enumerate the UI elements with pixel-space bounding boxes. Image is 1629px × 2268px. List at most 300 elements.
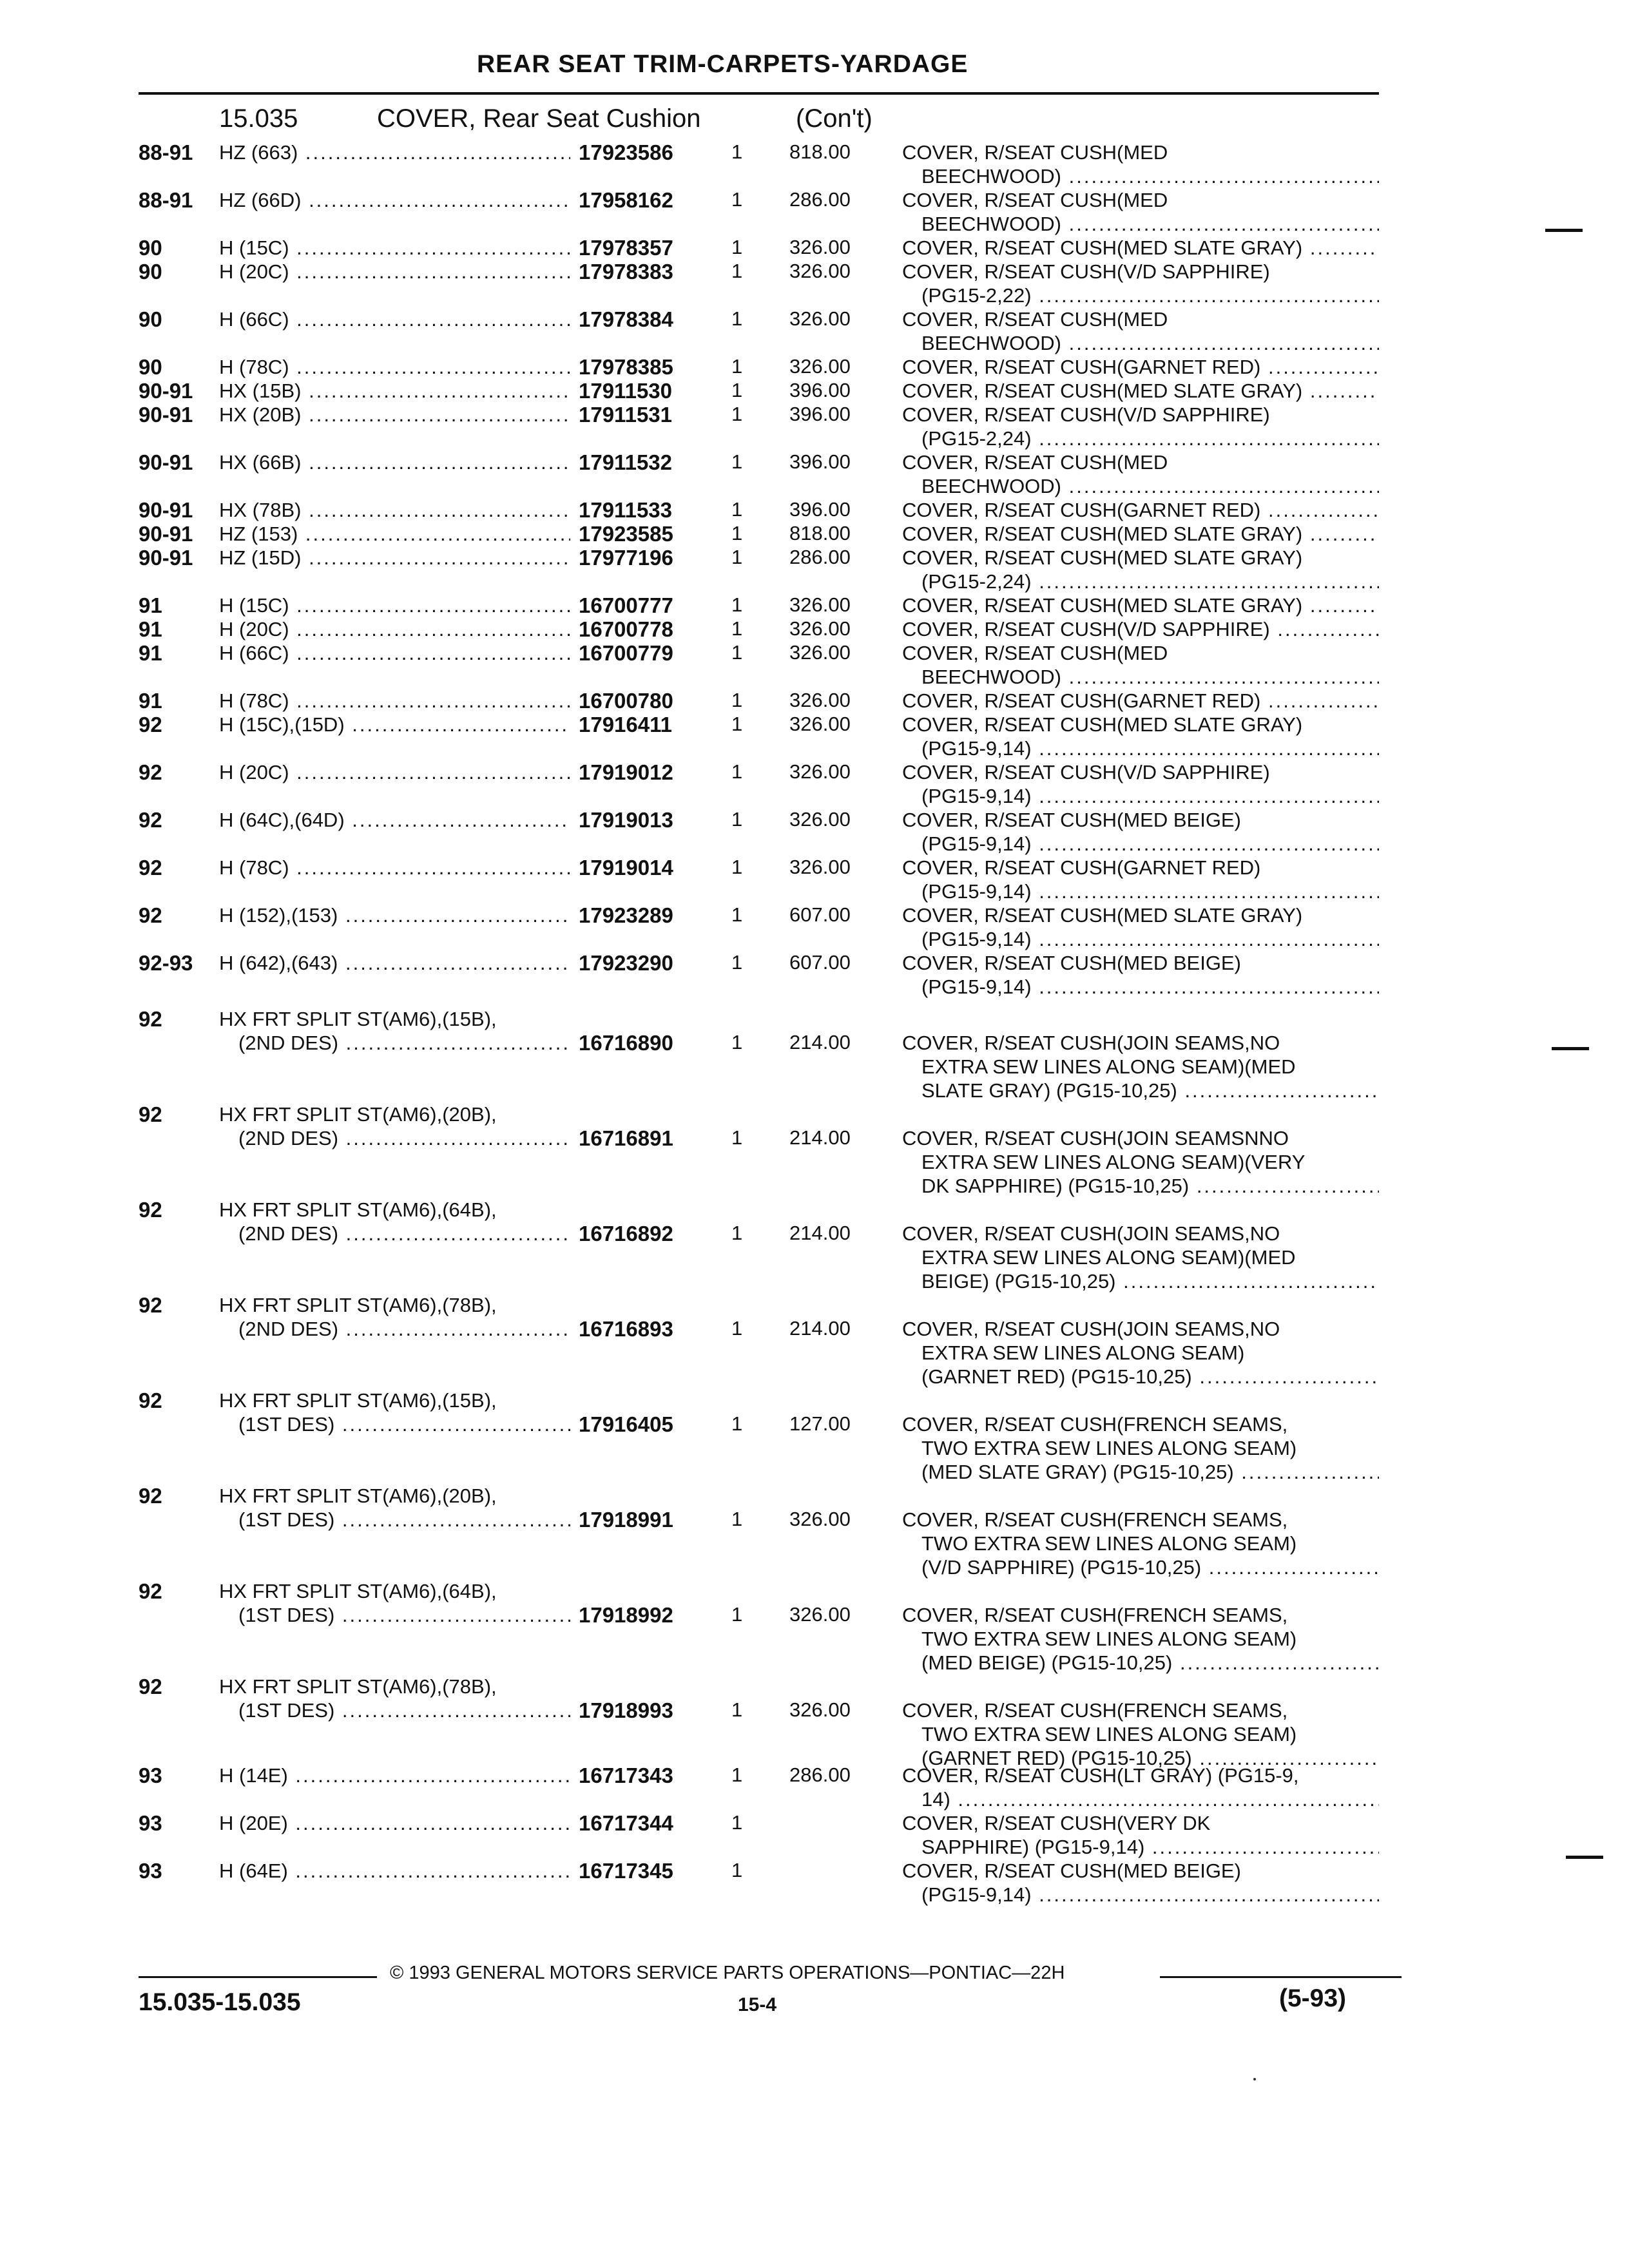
part-number: 17978385 xyxy=(579,355,673,379)
quantity: 1 xyxy=(731,808,743,831)
model-code xyxy=(219,1675,570,1722)
section-number: 15.035 xyxy=(219,104,298,133)
part-number: 17918991 xyxy=(579,1508,673,1532)
description-line: COVER, R/SEAT CUSH(MED SLATE GRAY) xyxy=(902,546,1303,569)
price: 326.00 xyxy=(789,1603,851,1626)
quantity: 1 xyxy=(731,450,743,473)
description-line: COVER, R/SEAT CUSH(MED xyxy=(902,189,1168,211)
quantity: 1 xyxy=(731,1222,743,1244)
scan-speck xyxy=(1253,2078,1256,2081)
description-line: COVER, R/SEAT CUSH(MED xyxy=(902,141,1168,164)
model-code xyxy=(219,140,570,164)
part-number: 16717345 xyxy=(579,1859,673,1883)
part-description xyxy=(902,951,1379,999)
description-line: COVER, R/SEAT CUSH(V/D SAPPHIRE) xyxy=(902,618,1270,640)
description-line: COVER, R/SEAT CUSH(JOIN SEAMSNNO xyxy=(902,1127,1289,1149)
model-code xyxy=(219,260,570,284)
part-number: 17923585 xyxy=(579,522,673,546)
description-line: BEECHWOOD) xyxy=(921,165,1061,187)
part-description xyxy=(902,450,1379,498)
model-year: 92 xyxy=(139,1102,162,1126)
model-line: HZ (66D) xyxy=(219,189,302,211)
quantity: 1 xyxy=(731,236,743,258)
quantity: 1 xyxy=(731,355,743,378)
price: 326.00 xyxy=(789,593,851,616)
model-code xyxy=(219,307,570,331)
model-code xyxy=(219,1811,570,1835)
price: 607.00 xyxy=(789,951,851,974)
description-line: COVER, R/SEAT CUSH(MED SLATE GRAY) xyxy=(902,904,1303,927)
quantity: 1 xyxy=(731,951,743,974)
model-year: 91 xyxy=(139,617,162,641)
part-number: 16717344 xyxy=(579,1811,673,1835)
part-number: 16716892 xyxy=(579,1222,673,1245)
quantity: 1 xyxy=(731,1508,743,1530)
quantity: 1 xyxy=(731,1603,743,1626)
model-line: H (20E) xyxy=(219,1812,288,1834)
description-line: COVER, R/SEAT CUSH(FRENCH SEAMS, xyxy=(902,1699,1288,1722)
description-line: TWO EXTRA SEW LINES ALONG SEAM) xyxy=(921,1628,1297,1650)
description-line: SAPPHIRE) (PG15-9,14) xyxy=(921,1836,1145,1858)
footer-date: (5-93) xyxy=(1279,1984,1347,2012)
quantity: 1 xyxy=(731,140,743,163)
model-year: 90-91 xyxy=(139,546,193,570)
price: 607.00 xyxy=(789,903,851,926)
price: 396.00 xyxy=(789,450,851,473)
description-line: COVER, R/SEAT CUSH(V/D SAPPHIRE) xyxy=(902,403,1270,426)
description-line: COVER, R/SEAT CUSH(GARNET RED) xyxy=(902,689,1261,712)
price: 326.00 xyxy=(789,260,851,282)
model-year: 93 xyxy=(139,1859,162,1883)
price: 214.00 xyxy=(789,1031,851,1053)
model-year: 92 xyxy=(139,1007,162,1031)
model-line: HX FRT SPLIT ST(AM6),(20B), xyxy=(219,1485,497,1507)
description-line: COVER, R/SEAT CUSH(MED BEIGE) xyxy=(902,1860,1241,1882)
model-line: H (15C),(15D) xyxy=(219,713,345,736)
model-line: HZ (15D) xyxy=(219,546,302,569)
model-year: 91 xyxy=(139,641,162,665)
part-number: 17911531 xyxy=(579,403,673,427)
description-line: (PG15-9,14) xyxy=(921,737,1032,760)
description-line: EXTRA SEW LINES ALONG SEAM) xyxy=(921,1341,1245,1364)
description-line: COVER, R/SEAT CUSH(MED SLATE GRAY) xyxy=(902,713,1303,736)
model-code xyxy=(219,403,570,427)
description-line: EXTRA SEW LINES ALONG SEAM)(MED xyxy=(921,1055,1296,1078)
footer-page-number: 15-4 xyxy=(738,1994,777,2015)
model-year: 93 xyxy=(139,1811,162,1835)
description-line: BEECHWOOD) xyxy=(921,475,1061,497)
model-code xyxy=(219,355,570,379)
price: 214.00 xyxy=(789,1317,851,1340)
part-number: 17918993 xyxy=(579,1698,673,1722)
part-number: 17977196 xyxy=(579,546,673,570)
part-description xyxy=(902,546,1379,593)
model-year: 90-91 xyxy=(139,522,193,546)
description-line: COVER, R/SEAT CUSH(MED BEIGE) xyxy=(902,952,1241,974)
part-number: 17918992 xyxy=(579,1603,673,1627)
part-description xyxy=(902,1603,1379,1675)
description-line: COVER, R/SEAT CUSH(GARNET RED) xyxy=(902,356,1261,378)
part-number: 17923586 xyxy=(579,140,673,164)
model-line: HX FRT SPLIT ST(AM6),(64B), xyxy=(219,1198,497,1221)
part-description xyxy=(902,713,1379,760)
price: 127.00 xyxy=(789,1412,851,1435)
model-line: HX (20B) xyxy=(219,403,302,426)
model-line: H (66C) xyxy=(219,642,289,664)
model-line: H (642),(643) xyxy=(219,952,338,974)
description-line: (PG15-9,14) xyxy=(921,785,1032,807)
part-description xyxy=(902,260,1379,307)
model-line: HX FRT SPLIT ST(AM6),(78B), xyxy=(219,1294,497,1316)
model-line: (1ST DES) xyxy=(238,1699,335,1722)
part-number: 16716893 xyxy=(579,1317,673,1341)
description-line: COVER, R/SEAT CUSH(FRENCH SEAMS, xyxy=(902,1508,1288,1531)
price: 326.00 xyxy=(789,760,851,783)
price: 326.00 xyxy=(789,355,851,378)
quantity: 1 xyxy=(731,641,743,664)
model-code xyxy=(219,808,570,832)
footer-section-range: 15.035-15.035 xyxy=(139,1988,301,2016)
description-line: (V/D SAPPHIRE) (PG15-10,25) xyxy=(921,1556,1202,1579)
model-year: 90 xyxy=(139,307,162,331)
part-description xyxy=(902,856,1379,903)
quantity: 1 xyxy=(731,856,743,878)
model-code xyxy=(219,379,570,403)
model-line: H (64C),(64D) xyxy=(219,809,345,831)
model-code xyxy=(219,593,570,617)
model-line: HX (15B) xyxy=(219,380,302,402)
model-code xyxy=(219,450,570,474)
description-line: COVER, R/SEAT CUSH(MED BEIGE) xyxy=(902,809,1241,831)
price: 396.00 xyxy=(789,498,851,521)
margin-mark xyxy=(1545,229,1583,232)
model-year: 92 xyxy=(139,1389,162,1412)
model-year: 92 xyxy=(139,856,162,879)
model-line: H (14E) xyxy=(219,1764,288,1787)
part-number: 17923290 xyxy=(579,951,673,975)
price: 286.00 xyxy=(789,1763,851,1786)
model-line: HX (78B) xyxy=(219,499,302,521)
model-year: 92-93 xyxy=(139,951,193,975)
part-number: 17978384 xyxy=(579,307,673,331)
description-line: COVER, R/SEAT CUSH(MED SLATE GRAY) xyxy=(902,236,1303,259)
quantity: 1 xyxy=(731,1763,743,1786)
quantity: 1 xyxy=(731,1126,743,1149)
model-year: 92 xyxy=(139,713,162,736)
model-line: HZ (663) xyxy=(219,141,298,164)
part-description xyxy=(902,1412,1379,1484)
part-description xyxy=(902,1508,1379,1579)
part-description xyxy=(902,188,1379,236)
description-line: 14) xyxy=(921,1788,950,1811)
quantity: 1 xyxy=(731,546,743,568)
model-year: 92 xyxy=(139,1198,162,1222)
part-number: 17916411 xyxy=(579,713,673,736)
price: 214.00 xyxy=(789,1222,851,1244)
part-description xyxy=(902,140,1379,188)
description-line: COVER, R/SEAT CUSH(GARNET RED) xyxy=(902,856,1261,879)
model-code xyxy=(219,903,570,927)
description-line: BEECHWOOD) xyxy=(921,213,1061,235)
model-year: 93 xyxy=(139,1763,162,1787)
part-number: 17919013 xyxy=(579,808,673,832)
model-code xyxy=(219,522,570,546)
description-line: SLATE GRAY) (PG15-10,25) xyxy=(921,1079,1177,1102)
quantity: 1 xyxy=(731,307,743,330)
part-description xyxy=(902,593,1379,617)
model-line: HX FRT SPLIT ST(AM6),(15B), xyxy=(219,1008,497,1030)
price: 326.00 xyxy=(789,641,851,664)
price: 326.00 xyxy=(789,617,851,640)
description-line: BEECHWOOD) xyxy=(921,666,1061,688)
part-description xyxy=(902,1859,1379,1907)
model-code xyxy=(219,1293,570,1341)
price: 326.00 xyxy=(789,713,851,735)
description-line: (PG15-9,14) xyxy=(921,880,1032,903)
quantity: 1 xyxy=(731,593,743,616)
model-year: 90 xyxy=(139,355,162,379)
model-line: HX FRT SPLIT ST(AM6),(20B), xyxy=(219,1103,497,1126)
model-line: H (78C) xyxy=(219,689,289,712)
quantity: 1 xyxy=(731,522,743,544)
part-number: 17919012 xyxy=(579,760,673,784)
model-code xyxy=(219,1579,570,1627)
model-code xyxy=(219,1102,570,1150)
part-description xyxy=(902,689,1379,713)
description-line: COVER, R/SEAT CUSH(MED SLATE GRAY) xyxy=(902,594,1303,617)
part-number: 17911533 xyxy=(579,498,673,522)
description-line: (GARNET RED) (PG15-10,25) xyxy=(921,1365,1192,1388)
quantity: 1 xyxy=(731,1859,743,1881)
part-number: 17911532 xyxy=(579,450,673,474)
quantity: 1 xyxy=(731,260,743,282)
part-number: 16700777 xyxy=(579,593,673,617)
part-description xyxy=(902,760,1379,808)
description-line: BEIGE) (PG15-10,25) xyxy=(921,1270,1116,1293)
description-line: COVER, R/SEAT CUSH(MED SLATE GRAY) xyxy=(902,380,1303,402)
model-code xyxy=(219,760,570,784)
price: 818.00 xyxy=(789,140,851,163)
part-number: 16700778 xyxy=(579,617,673,641)
model-code xyxy=(219,188,570,212)
part-number: 17916405 xyxy=(579,1412,673,1436)
description-line: COVER, R/SEAT CUSH(V/D SAPPHIRE) xyxy=(902,761,1270,783)
footer-rule-right xyxy=(1160,1976,1402,1978)
description-line: EXTRA SEW LINES ALONG SEAM)(VERY xyxy=(921,1151,1306,1173)
description-line: (PG15-9,14) xyxy=(921,832,1032,855)
model-year: 90-91 xyxy=(139,403,193,427)
description-line: TWO EXTRA SEW LINES ALONG SEAM) xyxy=(921,1723,1297,1745)
model-line: H (64E) xyxy=(219,1860,288,1882)
price: 326.00 xyxy=(789,1698,851,1721)
price: 396.00 xyxy=(789,403,851,425)
part-description xyxy=(902,307,1379,355)
description-line: COVER, R/SEAT CUSH(MED SLATE GRAY) xyxy=(902,523,1303,545)
model-code xyxy=(219,1859,570,1883)
footer-rule-left xyxy=(139,1976,377,1978)
description-line: TWO EXTRA SEW LINES ALONG SEAM) xyxy=(921,1437,1297,1459)
model-line: HX FRT SPLIT ST(AM6),(15B), xyxy=(219,1389,497,1412)
description-line: (MED BEIGE) (PG15-10,25) xyxy=(921,1651,1173,1674)
model-line: HZ (153) xyxy=(219,523,298,545)
model-line: H (20C) xyxy=(219,618,289,640)
model-code xyxy=(219,689,570,713)
model-line: (1ST DES) xyxy=(238,1508,335,1531)
part-number: 17911530 xyxy=(579,379,673,403)
quantity: 1 xyxy=(731,1412,743,1435)
model-year: 90 xyxy=(139,236,162,260)
section-title: COVER, Rear Seat Cushion xyxy=(377,104,701,133)
model-line: (2ND DES) xyxy=(238,1127,339,1149)
model-code xyxy=(219,951,570,975)
model-line: (1ST DES) xyxy=(238,1604,335,1626)
model-year: 92 xyxy=(139,1484,162,1508)
part-description xyxy=(902,522,1379,546)
description-line: COVER, R/SEAT CUSH(JOIN SEAMS,NO xyxy=(902,1032,1280,1054)
part-description xyxy=(902,1698,1379,1770)
page-title: REAR SEAT TRIM-CARPETS-YARDAGE xyxy=(477,50,969,78)
model-year: 92 xyxy=(139,808,162,832)
quantity: 1 xyxy=(731,188,743,211)
model-year: 88-91 xyxy=(139,140,193,164)
part-description xyxy=(902,236,1379,260)
part-number: 16716890 xyxy=(579,1031,673,1055)
quantity: 1 xyxy=(731,1698,743,1721)
model-line: (2ND DES) xyxy=(238,1032,339,1054)
model-line: (2ND DES) xyxy=(238,1222,339,1245)
model-code xyxy=(219,236,570,260)
model-code xyxy=(219,641,570,665)
part-number: 17919014 xyxy=(579,856,673,879)
model-code xyxy=(219,546,570,570)
description-line: COVER, R/SEAT CUSH(FRENCH SEAMS, xyxy=(902,1413,1288,1436)
description-line: (PG15-2,24) xyxy=(921,427,1032,450)
model-line: (2ND DES) xyxy=(238,1318,339,1340)
part-description xyxy=(902,641,1379,689)
quantity: 1 xyxy=(731,689,743,711)
footer-copyright: © 1993 GENERAL MOTORS SERVICE PARTS OPERATIONS—PONTIAC—22H xyxy=(390,1963,1065,1983)
model-year: 90-91 xyxy=(139,498,193,522)
model-code xyxy=(219,617,570,641)
quantity: 1 xyxy=(731,1317,743,1340)
quantity: 1 xyxy=(731,1031,743,1053)
model-code xyxy=(219,1763,570,1787)
model-year: 92 xyxy=(139,903,162,927)
description-line: COVER, R/SEAT CUSH(VERY DK xyxy=(902,1812,1211,1834)
quantity: 1 xyxy=(731,713,743,735)
model-year: 91 xyxy=(139,593,162,617)
quantity: 1 xyxy=(731,498,743,521)
price: 818.00 xyxy=(789,522,851,544)
margin-mark xyxy=(1566,1856,1603,1859)
model-code xyxy=(219,1389,570,1436)
price: 214.00 xyxy=(789,1126,851,1149)
model-line: H (78C) xyxy=(219,856,289,879)
price: 326.00 xyxy=(789,236,851,258)
model-line: H (152),(153) xyxy=(219,904,338,927)
part-description xyxy=(902,1222,1379,1293)
quantity: 1 xyxy=(731,617,743,640)
part-number: 17958162 xyxy=(579,188,673,212)
description-line: (PG15-2,22) xyxy=(921,284,1032,307)
price: 326.00 xyxy=(789,307,851,330)
model-line: HX FRT SPLIT ST(AM6),(78B), xyxy=(219,1675,497,1698)
part-description xyxy=(902,1126,1379,1198)
margin-mark xyxy=(1552,1047,1589,1050)
description-line: (GARNET RED) (PG15-10,25) xyxy=(921,1747,1192,1769)
model-year: 90 xyxy=(139,260,162,284)
model-line: H (15C) xyxy=(219,594,289,617)
description-line: BEECHWOOD) xyxy=(921,332,1061,354)
part-number: 16716891 xyxy=(579,1126,673,1150)
description-line: COVER, R/SEAT CUSH(MED xyxy=(902,308,1168,331)
part-description xyxy=(902,617,1379,641)
part-description xyxy=(902,355,1379,379)
model-year: 92 xyxy=(139,1675,162,1698)
part-number: 17923289 xyxy=(579,903,673,927)
part-number: 16717343 xyxy=(579,1763,673,1787)
price: 396.00 xyxy=(789,379,851,401)
description-line: COVER, R/SEAT CUSH(MED xyxy=(902,642,1168,664)
part-number: 17978357 xyxy=(579,236,673,260)
model-year: 91 xyxy=(139,689,162,713)
model-line: H (20C) xyxy=(219,761,289,783)
part-description xyxy=(902,1811,1379,1859)
model-line: (1ST DES) xyxy=(238,1413,335,1436)
price: 326.00 xyxy=(789,856,851,878)
quantity: 1 xyxy=(731,760,743,783)
price: 286.00 xyxy=(789,188,851,211)
quantity: 1 xyxy=(731,379,743,401)
model-line: HX (66B) xyxy=(219,451,302,474)
description-line: (PG15-9,14) xyxy=(921,1883,1032,1906)
description-line: TWO EXTRA SEW LINES ALONG SEAM) xyxy=(921,1532,1297,1555)
quantity: 1 xyxy=(731,403,743,425)
description-line: EXTRA SEW LINES ALONG SEAM)(MED xyxy=(921,1246,1296,1269)
model-year: 90-91 xyxy=(139,450,193,474)
quantity: 1 xyxy=(731,903,743,926)
model-code xyxy=(219,1198,570,1245)
model-year: 92 xyxy=(139,1293,162,1317)
description-line: (MED SLATE GRAY) (PG15-10,25) xyxy=(921,1461,1234,1483)
part-description xyxy=(902,379,1379,403)
model-code xyxy=(219,1007,570,1055)
description-line: COVER, R/SEAT CUSH(V/D SAPPHIRE) xyxy=(902,260,1270,283)
part-number: 16700779 xyxy=(579,641,673,665)
part-description xyxy=(902,1031,1379,1102)
part-description xyxy=(902,498,1379,522)
quantity: 1 xyxy=(731,1811,743,1834)
description-line: (PG15-2,24) xyxy=(921,570,1032,593)
part-number: 16700780 xyxy=(579,689,673,713)
part-description xyxy=(902,1317,1379,1389)
model-line: H (15C) xyxy=(219,236,289,259)
price: 286.00 xyxy=(789,546,851,568)
part-description xyxy=(902,403,1379,450)
model-year: 92 xyxy=(139,760,162,784)
price: 326.00 xyxy=(789,689,851,711)
description-line: COVER, R/SEAT CUSH(FRENCH SEAMS, xyxy=(902,1604,1288,1626)
price: 326.00 xyxy=(789,808,851,831)
part-description xyxy=(902,808,1379,856)
part-description xyxy=(902,903,1379,951)
model-code xyxy=(219,856,570,879)
price: 326.00 xyxy=(789,1508,851,1530)
model-code xyxy=(219,1484,570,1532)
model-year: 90-91 xyxy=(139,379,193,403)
model-code xyxy=(219,713,570,736)
description-line: DK SAPPHIRE) (PG15-10,25) xyxy=(921,1175,1190,1197)
